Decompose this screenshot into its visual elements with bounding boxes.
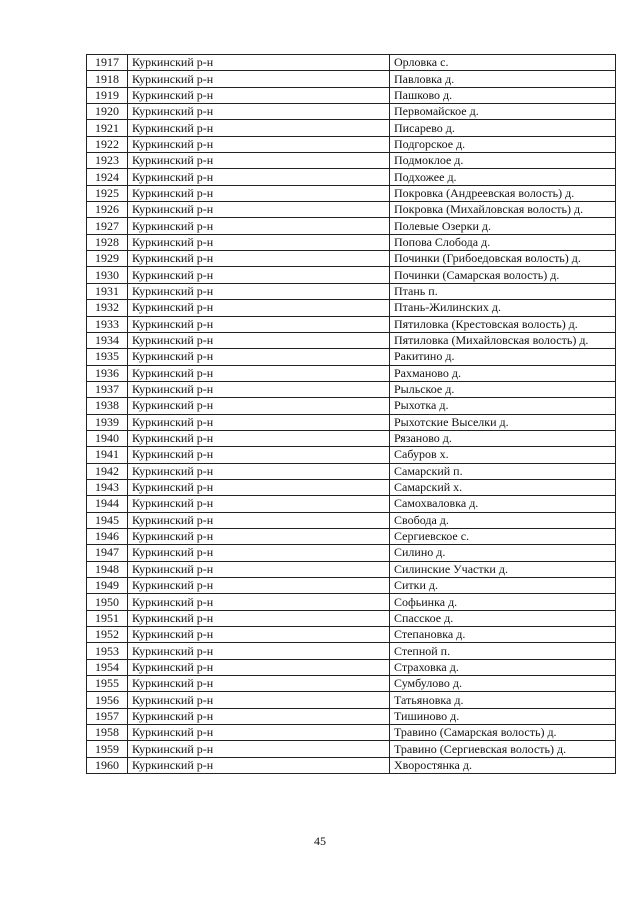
district-cell: Куркинский р-н — [128, 283, 390, 299]
table-row — [87, 578, 616, 594]
district-cell: Куркинский р-н — [128, 594, 390, 610]
table-row — [87, 414, 616, 430]
table-row — [87, 561, 616, 577]
district-cell: Куркинский р-н — [128, 545, 390, 561]
table-row — [87, 496, 616, 512]
table-row — [87, 479, 616, 495]
row-number-cell: 1953 — [87, 643, 128, 659]
row-number-cell: 1931 — [87, 283, 128, 299]
table-row — [87, 381, 616, 397]
table-row — [87, 185, 616, 201]
row-number-cell: 1937 — [87, 381, 128, 397]
district-cell: Куркинский р-н — [128, 741, 390, 757]
row-number-cell: 1957 — [87, 708, 128, 724]
table-row — [87, 676, 616, 692]
table-row — [87, 300, 616, 316]
district-cell: Куркинский р-н — [128, 251, 390, 267]
place-cell: Полевые Озерки д. — [390, 218, 616, 234]
row-number-cell: 1960 — [87, 757, 128, 773]
table-row — [87, 512, 616, 528]
row-number-cell: 1918 — [87, 71, 128, 87]
district-cell: Куркинский р-н — [128, 578, 390, 594]
table-row — [87, 708, 616, 724]
place-cell: Свобода д. — [390, 512, 616, 528]
place-cell: Тишиново д. — [390, 708, 616, 724]
table-row — [87, 398, 616, 414]
place-cell: Рыльское д. — [390, 381, 616, 397]
table-row — [87, 349, 616, 365]
place-cell: Подгорское д. — [390, 136, 616, 152]
place-cell: Самохваловка д. — [390, 496, 616, 512]
table-row — [87, 741, 616, 757]
district-cell: Куркинский р-н — [128, 381, 390, 397]
place-cell: Орловка с. — [390, 55, 616, 71]
place-cell: Степановка д. — [390, 627, 616, 643]
district-cell: Куркинский р-н — [128, 447, 390, 463]
row-number-cell: 1939 — [87, 414, 128, 430]
row-number-cell: 1936 — [87, 365, 128, 381]
district-cell: Куркинский р-н — [128, 365, 390, 381]
place-cell: Первомайское д. — [390, 104, 616, 120]
table-row — [87, 725, 616, 741]
place-cell: Самарский п. — [390, 463, 616, 479]
place-cell: Рахманово д. — [390, 365, 616, 381]
row-number-cell: 1948 — [87, 561, 128, 577]
row-number-cell: 1938 — [87, 398, 128, 414]
row-number-cell: 1927 — [87, 218, 128, 234]
table-row — [87, 120, 616, 136]
table-row — [87, 610, 616, 626]
table-row — [87, 365, 616, 381]
place-cell: Страховка д. — [390, 659, 616, 675]
table-row — [87, 643, 616, 659]
district-cell: Куркинский р-н — [128, 185, 390, 201]
district-cell: Куркинский р-н — [128, 725, 390, 741]
table-row — [87, 218, 616, 234]
row-number-cell: 1940 — [87, 430, 128, 446]
district-cell: Куркинский р-н — [128, 479, 390, 495]
district-cell: Куркинский р-н — [128, 136, 390, 152]
row-number-cell: 1958 — [87, 725, 128, 741]
table-body — [87, 55, 616, 774]
settlements-table — [86, 54, 616, 774]
district-cell: Куркинский р-н — [128, 267, 390, 283]
place-cell: Самарский х. — [390, 479, 616, 495]
district-cell: Куркинский р-н — [128, 463, 390, 479]
district-cell: Куркинский р-н — [128, 610, 390, 626]
row-number-cell: 1923 — [87, 153, 128, 169]
district-cell: Куркинский р-н — [128, 332, 390, 348]
district-cell: Куркинский р-н — [128, 528, 390, 544]
row-number-cell: 1943 — [87, 479, 128, 495]
table-row — [87, 251, 616, 267]
district-cell: Куркинский р-н — [128, 202, 390, 218]
place-cell: Сумбулово д. — [390, 676, 616, 692]
place-cell: Сабуров х. — [390, 447, 616, 463]
place-cell: Спасское д. — [390, 610, 616, 626]
table-row — [87, 545, 616, 561]
row-number-cell: 1926 — [87, 202, 128, 218]
place-cell: Писарево д. — [390, 120, 616, 136]
district-cell: Куркинский р-н — [128, 643, 390, 659]
row-number-cell: 1919 — [87, 87, 128, 103]
place-cell: Птань п. — [390, 283, 616, 299]
place-cell: Птань-Жилинских д. — [390, 300, 616, 316]
row-number-cell: 1921 — [87, 120, 128, 136]
row-number-cell: 1942 — [87, 463, 128, 479]
place-cell: Подхожее д. — [390, 169, 616, 185]
district-cell: Куркинский р-н — [128, 676, 390, 692]
district-cell: Куркинский р-н — [128, 234, 390, 250]
table-row — [87, 447, 616, 463]
district-cell: Куркинский р-н — [128, 757, 390, 773]
district-cell: Куркинский р-н — [128, 659, 390, 675]
district-cell: Куркинский р-н — [128, 430, 390, 446]
place-cell: Подмоклое д. — [390, 153, 616, 169]
district-cell: Куркинский р-н — [128, 120, 390, 136]
row-number-cell: 1950 — [87, 594, 128, 610]
row-number-cell: 1959 — [87, 741, 128, 757]
table-row — [87, 627, 616, 643]
row-number-cell: 1925 — [87, 185, 128, 201]
district-cell: Куркинский р-н — [128, 87, 390, 103]
district-cell: Куркинский р-н — [128, 153, 390, 169]
place-cell: Травино (Сергиевская волость) д. — [390, 741, 616, 757]
table-row — [87, 692, 616, 708]
place-cell: Ракитино д. — [390, 349, 616, 365]
table-row — [87, 757, 616, 773]
place-cell: Попова Слобода д. — [390, 234, 616, 250]
row-number-cell: 1922 — [87, 136, 128, 152]
place-cell: Травино (Самарская волость) д. — [390, 725, 616, 741]
table-row — [87, 283, 616, 299]
district-cell: Куркинский р-н — [128, 316, 390, 332]
district-cell: Куркинский р-н — [128, 349, 390, 365]
table-row — [87, 153, 616, 169]
row-number-cell: 1935 — [87, 349, 128, 365]
row-number-cell: 1947 — [87, 545, 128, 561]
row-number-cell: 1946 — [87, 528, 128, 544]
place-cell: Степной п. — [390, 643, 616, 659]
place-cell: Пашково д. — [390, 87, 616, 103]
table-row — [87, 528, 616, 544]
place-cell: Силинские Участки д. — [390, 561, 616, 577]
place-cell: Татьяновка д. — [390, 692, 616, 708]
place-cell: Покровка (Андреевская волость) д. — [390, 185, 616, 201]
place-cell: Починки (Самарская волость) д. — [390, 267, 616, 283]
table-row — [87, 169, 616, 185]
table-row — [87, 104, 616, 120]
district-cell: Куркинский р-н — [128, 104, 390, 120]
district-cell: Куркинский р-н — [128, 708, 390, 724]
place-cell: Пятиловка (Крестовская волость) д. — [390, 316, 616, 332]
district-cell: Куркинский р-н — [128, 496, 390, 512]
table-row — [87, 234, 616, 250]
row-number-cell: 1934 — [87, 332, 128, 348]
table-row — [87, 316, 616, 332]
place-cell: Пятиловка (Михайловская волость) д. — [390, 332, 616, 348]
district-cell: Куркинский р-н — [128, 561, 390, 577]
row-number-cell: 1929 — [87, 251, 128, 267]
table-row — [87, 332, 616, 348]
page-number: 45 — [314, 834, 326, 848]
place-cell: Рязаново д. — [390, 430, 616, 446]
place-cell: Павловка д. — [390, 71, 616, 87]
row-number-cell: 1941 — [87, 447, 128, 463]
district-cell: Куркинский р-н — [128, 414, 390, 430]
table-row — [87, 267, 616, 283]
row-number-cell: 1952 — [87, 627, 128, 643]
district-cell: Куркинский р-н — [128, 627, 390, 643]
place-cell: Хворостянка д. — [390, 757, 616, 773]
place-cell: Рыхотка д. — [390, 398, 616, 414]
row-number-cell: 1920 — [87, 104, 128, 120]
row-number-cell: 1954 — [87, 659, 128, 675]
row-number-cell: 1930 — [87, 267, 128, 283]
table-row — [87, 87, 616, 103]
table-row — [87, 594, 616, 610]
row-number-cell: 1917 — [87, 55, 128, 71]
table-row — [87, 136, 616, 152]
place-cell: Сергиевское с. — [390, 528, 616, 544]
place-cell: Силино д. — [390, 545, 616, 561]
row-number-cell: 1928 — [87, 234, 128, 250]
table-row — [87, 202, 616, 218]
table-row — [87, 463, 616, 479]
row-number-cell: 1956 — [87, 692, 128, 708]
row-number-cell: 1924 — [87, 169, 128, 185]
place-cell: Покровка (Михайловская волость) д. — [390, 202, 616, 218]
table-row — [87, 71, 616, 87]
row-number-cell: 1932 — [87, 300, 128, 316]
place-cell: Ситки д. — [390, 578, 616, 594]
district-cell: Куркинский р-н — [128, 218, 390, 234]
row-number-cell: 1949 — [87, 578, 128, 594]
district-cell: Куркинский р-н — [128, 169, 390, 185]
district-cell: Куркинский р-н — [128, 692, 390, 708]
district-cell: Куркинский р-н — [128, 512, 390, 528]
place-cell: Починки (Грибоедовская волость) д. — [390, 251, 616, 267]
place-cell: Рыхотские Выселки д. — [390, 414, 616, 430]
district-cell: Куркинский р-н — [128, 55, 390, 71]
row-number-cell: 1944 — [87, 496, 128, 512]
district-cell: Куркинский р-н — [128, 300, 390, 316]
district-cell: Куркинский р-н — [128, 71, 390, 87]
row-number-cell: 1945 — [87, 512, 128, 528]
table-row — [87, 55, 616, 71]
place-cell: Софьинка д. — [390, 594, 616, 610]
district-cell: Куркинский р-н — [128, 398, 390, 414]
table-row — [87, 430, 616, 446]
row-number-cell: 1955 — [87, 676, 128, 692]
table-row — [87, 659, 616, 675]
row-number-cell: 1951 — [87, 610, 128, 626]
row-number-cell: 1933 — [87, 316, 128, 332]
